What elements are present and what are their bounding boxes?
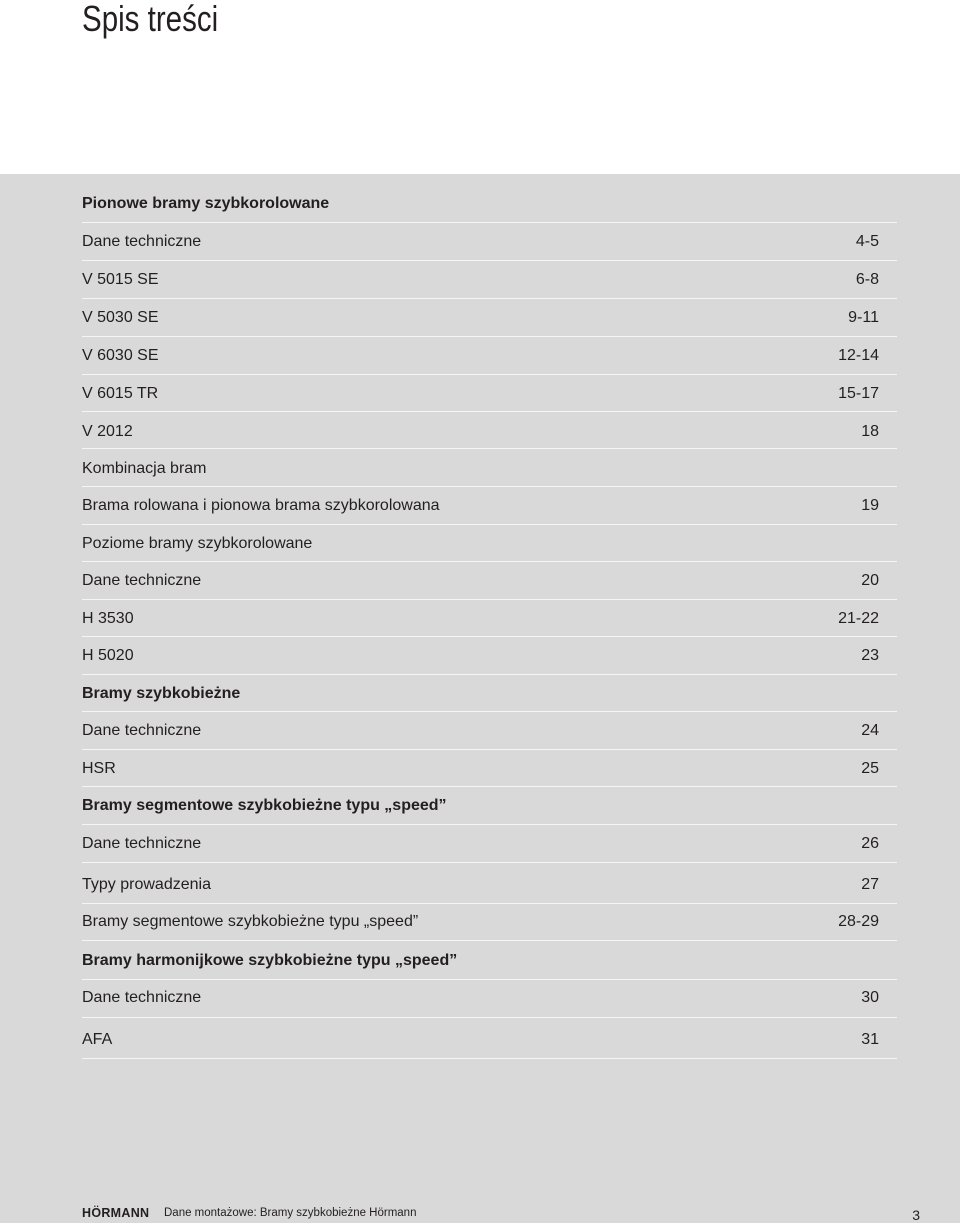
hormann-logo: HÖRMANN (82, 1206, 150, 1220)
toc-entry-label: Typy prowadzenia (82, 876, 211, 893)
toc-entry-page: 9-11 (848, 309, 879, 326)
toc-divider (82, 374, 897, 375)
toc-divider (82, 674, 897, 675)
toc-entry-page: 27 (861, 876, 879, 893)
toc-divider (82, 786, 897, 787)
toc-entry (82, 384, 897, 404)
toc-entry-label: Dane techniczne (82, 572, 202, 589)
toc-divider (82, 599, 897, 600)
toc-divider (82, 561, 897, 562)
toc-entry-page: 12-14 (838, 347, 879, 364)
toc-divider (82, 903, 897, 904)
toc-entry-label: V 5030 SE (82, 309, 159, 326)
toc-entry-page: 24 (861, 722, 879, 739)
toc-entry-page: 4-5 (855, 233, 879, 250)
toc-entry-page: 23 (861, 647, 879, 664)
toc-section-heading (82, 796, 897, 816)
toc-entry-label: Poziome bramy szybkorolowane (82, 535, 313, 552)
toc-entry-page: 20 (861, 572, 879, 589)
toc-divider (82, 448, 897, 449)
toc-entry (82, 422, 897, 442)
toc-entry-label: AFA (82, 1031, 113, 1048)
toc-entry (82, 232, 897, 252)
toc-entry (82, 646, 897, 666)
toc-entry-label: Bramy segmentowe szybkobieżne typu „speed” (82, 797, 447, 814)
toc-entry-page: 19 (861, 497, 879, 514)
toc-entry-label: HSR (82, 760, 116, 777)
toc-entry (82, 721, 897, 741)
toc-divider (82, 862, 897, 863)
toc-entry-label: Bramy harmonijkowe szybkobieżne typu „speed” (82, 952, 458, 969)
toc-section-heading (82, 951, 897, 971)
toc-entry-label: V 6030 SE (82, 347, 159, 364)
toc-divider (82, 486, 897, 487)
toc-entry-label: Dane techniczne (82, 989, 202, 1006)
toc-divider (82, 711, 897, 712)
page-title: Spis treści (82, 0, 219, 39)
toc-entry (82, 571, 897, 591)
toc-divider (82, 636, 897, 637)
toc-entry (82, 912, 897, 932)
toc-entry (82, 988, 897, 1008)
toc-section-heading (82, 684, 897, 704)
toc-entry-page: 21-22 (838, 610, 879, 627)
toc-divider (82, 260, 897, 261)
toc-entry (82, 534, 897, 554)
toc-entry-label: Dane techniczne (82, 233, 202, 250)
toc-divider (82, 411, 897, 412)
toc-entry (82, 346, 897, 366)
toc-entry (82, 875, 897, 895)
toc-entry-label: V 5015 SE (82, 271, 159, 288)
toc-divider (82, 749, 897, 750)
toc-entry-page: 26 (861, 835, 879, 852)
toc-entry-page: 31 (861, 1031, 879, 1048)
toc-divider (82, 1017, 897, 1018)
toc-entry-label: Bramy szybkobieżne (82, 685, 241, 702)
page-number: 3 (912, 1207, 920, 1223)
toc-entry-page: 28-29 (838, 913, 879, 930)
toc-divider (82, 1058, 897, 1059)
toc-entry (82, 609, 897, 629)
toc-entry-page: 15-17 (838, 385, 879, 402)
toc-entry-label: Brama rolowana i pionowa brama szybkorolowana (82, 497, 440, 514)
toc-entry-page: 30 (861, 989, 879, 1006)
toc-divider (82, 222, 897, 223)
toc-entry (82, 308, 897, 328)
toc-entry (82, 1030, 897, 1050)
toc-divider (82, 336, 897, 337)
toc-entry-label: V 2012 (82, 423, 133, 440)
toc-entry-page: 25 (861, 760, 879, 777)
toc-entry (82, 459, 897, 479)
toc-entry (82, 496, 897, 516)
toc-divider (82, 824, 897, 825)
toc-entry-label: H 3530 (82, 610, 134, 627)
toc-divider (82, 524, 897, 525)
table-of-contents-panel (0, 174, 960, 1223)
toc-entry-page: 6-8 (855, 271, 879, 288)
toc-divider (82, 940, 897, 941)
toc-entry-label: Kombinacja bram (82, 460, 207, 477)
toc-entry-label: V 6015 TR (82, 385, 159, 402)
toc-entry-page: 18 (861, 423, 879, 440)
toc-entry-label: H 5020 (82, 647, 134, 664)
toc-entry-label: Pionowe bramy szybkorolowane (82, 195, 330, 212)
toc-divider (82, 298, 897, 299)
toc-entry-label: Dane techniczne (82, 835, 202, 852)
toc-entry (82, 759, 897, 779)
toc-divider (82, 979, 897, 980)
toc-entry-label: Dane techniczne (82, 722, 202, 739)
page-footer (82, 1206, 922, 1224)
toc-section-heading (82, 194, 897, 214)
footer-caption: Dane montażowe: Bramy szybkobieżne Hörmann (164, 1207, 417, 1219)
toc-entry-label: Bramy segmentowe szybkobieżne typu „speed” (82, 913, 419, 930)
toc-entry (82, 270, 897, 290)
toc-entry (82, 834, 897, 854)
